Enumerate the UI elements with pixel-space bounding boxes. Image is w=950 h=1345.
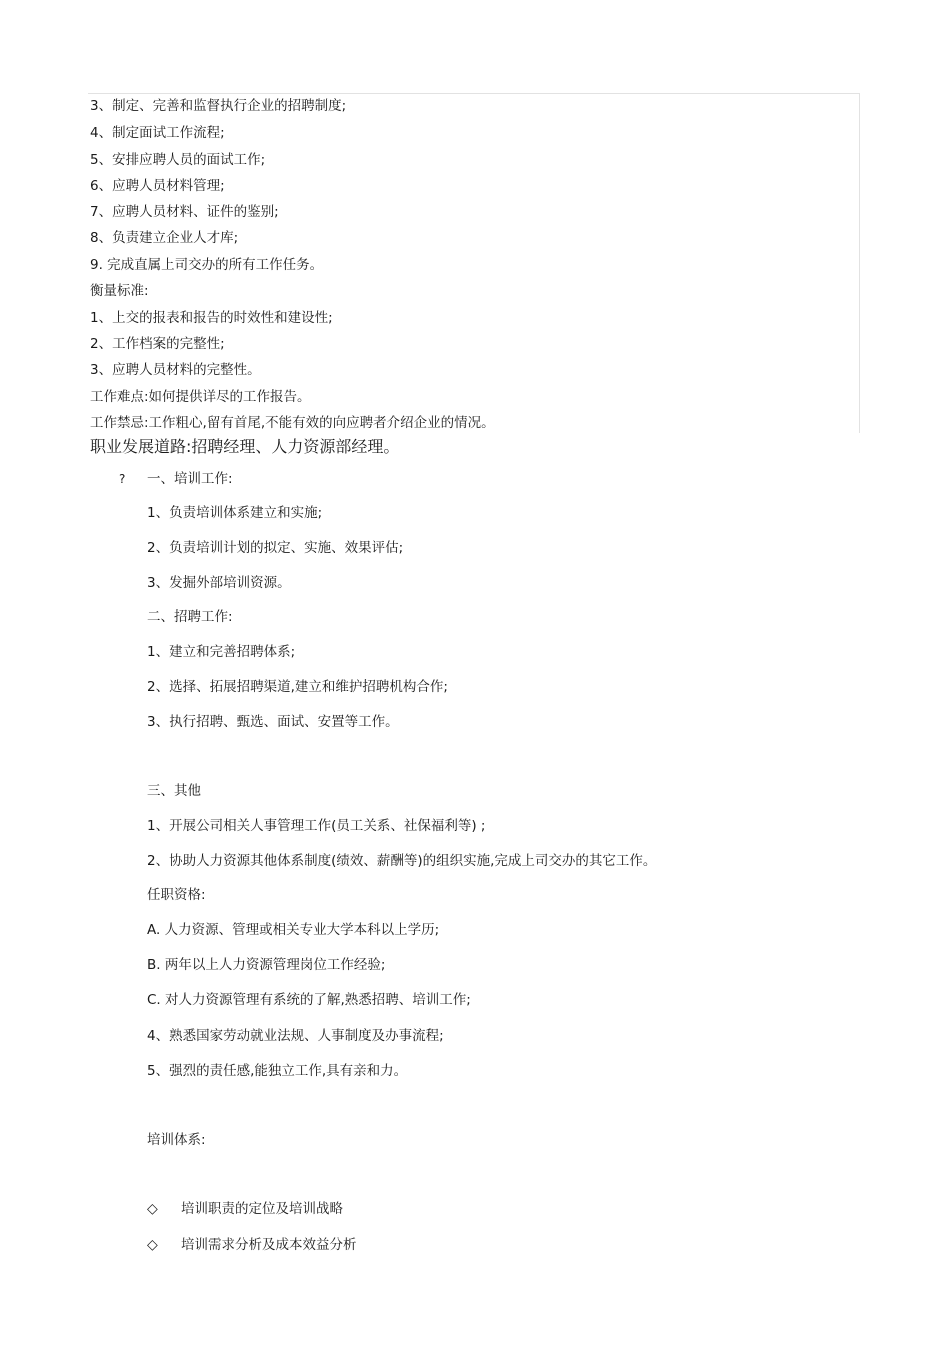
recruit-item-3: 3、执行招聘、甄选、面试、安置等工作。 (147, 714, 399, 730)
career-path: 职业发展道路:招聘经理、人力资源部经理。 (90, 437, 400, 456)
duty-item-7: 7、应聘人员材料、证件的鉴别; (90, 204, 279, 220)
other-item-2: 2、协助人力资源其他体系制度(绩效、薪酬等)的组织实施,完成上司交办的其它工作。 (147, 853, 657, 869)
duty-item-3: 3、制定、完善和监督执行企业的招聘制度; (90, 98, 347, 114)
duty-item-9: 9. 完成直属上司交办的所有工作任务。 (90, 257, 324, 273)
qualification-heading: 任职资格: (147, 887, 206, 903)
training-system-item-1: 培训职责的定位及培训战略 (181, 1201, 343, 1217)
section-training-heading: 一、培训工作: (147, 471, 233, 487)
work-taboo: 工作禁忌:工作粗心,留有首尾,不能有效的向应聘者介绍企业的情况。 (90, 415, 495, 431)
work-difficulty: 工作难点:如何提供详尽的工作报告。 (90, 389, 311, 405)
recruit-item-2: 2、选择、拓展招聘渠道,建立和维护招聘机构合作; (147, 679, 448, 695)
recruit-item-1: 1、建立和完善招聘体系; (147, 644, 296, 660)
measure-item-2: 2、工作档案的完整性; (90, 336, 225, 352)
other-item-1: 1、开展公司相关人事管理工作(员工关系、社保福利等) ; (147, 818, 486, 834)
measure-item-1: 1、上交的报表和报告的时效性和建设性; (90, 310, 333, 326)
measure-item-3: 3、应聘人员材料的完整性。 (90, 362, 261, 378)
diamond-icon: ◇ (147, 1237, 158, 1253)
training-item-1: 1、负责培训体系建立和实施; (147, 505, 323, 521)
diamond-icon: ◇ (147, 1201, 158, 1217)
qualification-5: 5、强烈的责任感,能独立工作,具有亲和力。 (147, 1063, 408, 1079)
duty-item-6: 6、应聘人员材料管理; (90, 178, 225, 194)
bullet-mark: ? (119, 472, 126, 486)
qualification-c: C. 对人力资源管理有系统的了解,熟悉招聘、培训工作; (147, 992, 471, 1008)
measure-heading: 衡量标准: (90, 283, 149, 299)
section-other-heading: 三、其他 (147, 783, 201, 799)
training-system-item-2: 培训需求分析及成本效益分析 (181, 1237, 357, 1253)
qualification-b: B. 两年以上人力资源管理岗位工作经验; (147, 957, 386, 973)
qualification-a: A. 人力资源、管理或相关专业大学本科以上学历; (147, 922, 440, 938)
duty-item-5: 5、安排应聘人员的面试工作; (90, 152, 266, 168)
duty-item-8: 8、负责建立企业人才库; (90, 230, 239, 246)
training-item-3: 3、发掘外部培训资源。 (147, 575, 291, 591)
section-recruit-heading: 二、招聘工作: (147, 609, 233, 625)
training-system-heading: 培训体系: (147, 1132, 206, 1148)
duty-item-4: 4、制定面试工作流程; (90, 125, 225, 141)
training-item-2: 2、负责培训计划的拟定、实施、效果评估; (147, 540, 404, 556)
qualification-4: 4、熟悉国家劳动就业法规、人事制度及办事流程; (147, 1028, 444, 1044)
